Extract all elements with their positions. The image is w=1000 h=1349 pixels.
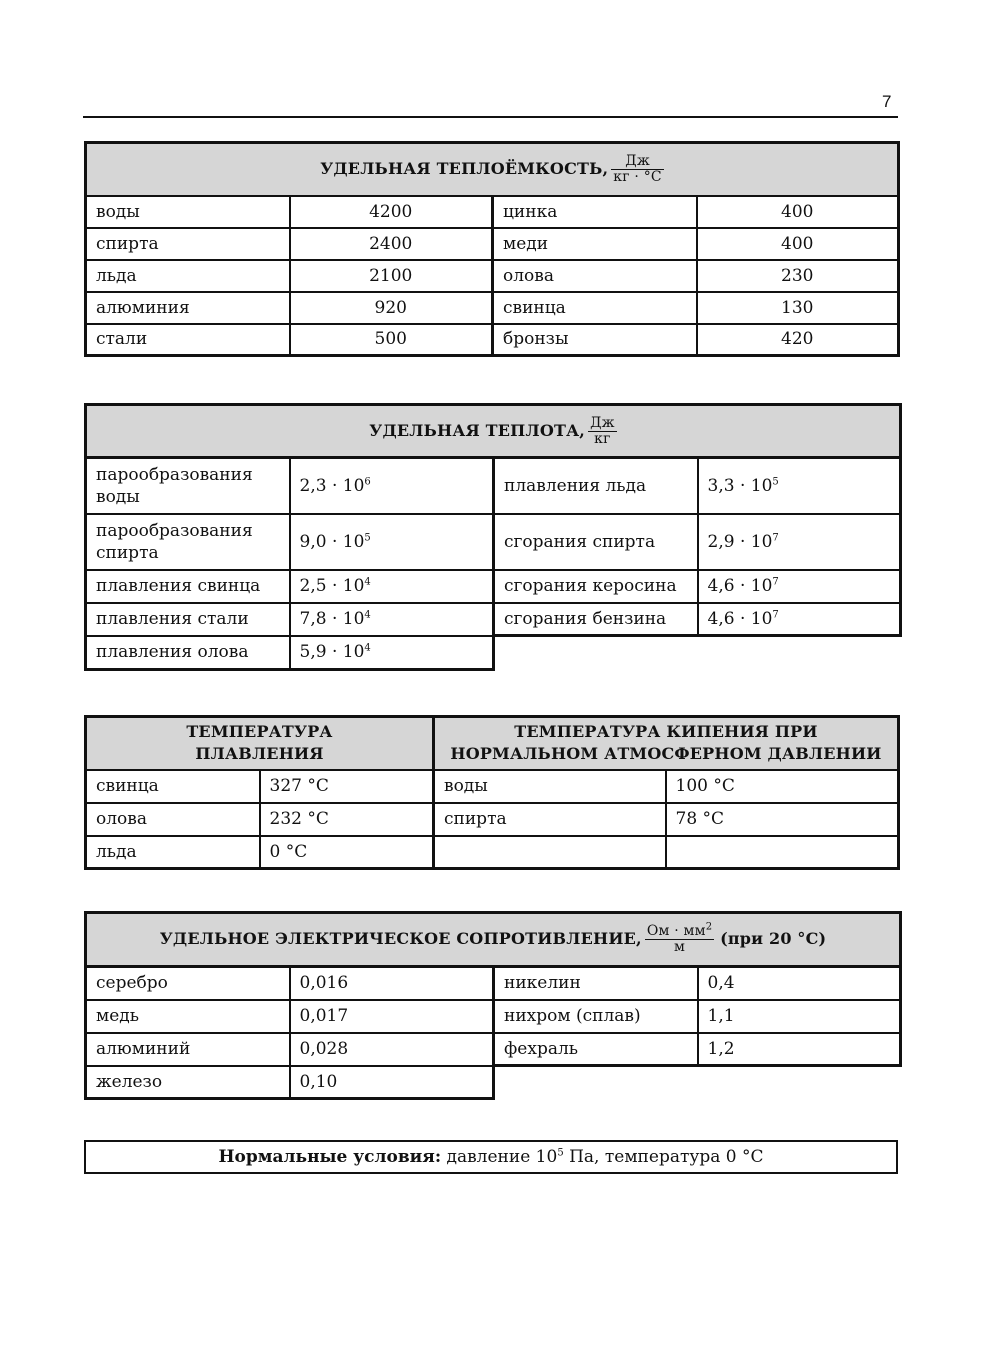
heat-capacity-table	[84, 141, 900, 357]
table-row: льда 2100 олова 230	[86, 260, 899, 292]
resistivity-title: УДЕЛЬНОЕ ЭЛЕКТРИЧЕСКОЕ СОПРОТИВЛЕНИЕ, $\frac{Ом \cdot мм^2}{м}$ (при 20 °С)	[86, 913, 901, 967]
table-row: олова 232 °С спирта 78 °С	[86, 803, 899, 836]
normal-conditions-label: Нормальные условия:	[218, 1147, 442, 1167]
table-row: воды 4200 цинка 400	[86, 196, 899, 228]
melting-temperature-title: ТЕМПЕРАТУРА ПЛАВЛЕНИЯ	[86, 717, 434, 770]
unit-fraction: $\frac{Ом \cdot мм^2}{м}$	[646, 921, 713, 955]
resistivity-table	[84, 911, 902, 1100]
boiling-temperature-title: ТЕМПЕРАТУРА КИПЕНИЯ ПРИ НОРМАЛЬНОМ АТМОСФЕРНОМ ДАВЛЕНИИ	[434, 717, 899, 770]
table-row: парообразования спирта $9,0 \cdot 10^5$ сгорания спирта $2,9 \cdot 10^7$	[86, 514, 901, 570]
header-rule	[83, 116, 898, 118]
heat-capacity-title: УДЕЛЬНАЯ ТЕПЛОЁМКОСТЬ, $\frac{Дж}{кг \cdot ^\circ С}$	[86, 143, 899, 196]
unit-fraction: $\frac{Дж}{кг \cdot ^\circ С}$	[613, 152, 662, 185]
specific-heat-title: УДЕЛЬНАЯ ТЕПЛОТА, $\frac{Дж}{кг}$	[86, 405, 901, 458]
table-row: серебро 0,016 никелин 0,4	[86, 967, 901, 1000]
table-row: железо 0,10	[86, 1066, 901, 1099]
table-row: стали 500 бронзы 420	[86, 324, 899, 356]
table-row: плавления стали $7,8 \cdot 10^4$ сгорания бензина $4,6 \cdot 10^7$	[86, 603, 901, 636]
table-row: алюминия 920 свинца 130	[86, 292, 899, 324]
specific-heat-table	[84, 403, 902, 671]
temperatures-table	[84, 715, 900, 870]
table-row: медь 0,017 нихром (сплав) 1,1	[86, 1000, 901, 1033]
table-row: плавления олова $5,9 \cdot 10^4$	[86, 636, 901, 670]
table-row: алюминий 0,028 фехраль 1,2	[86, 1033, 901, 1066]
table-row: плавления свинца $2,5 \cdot 10^4$ сгорания керосина $4,6 \cdot 10^7$	[86, 570, 901, 603]
normal-conditions-note: Нормальные условия: давление $10^5$ Па, температура 0 °С	[84, 1140, 898, 1174]
unit-fraction: $\frac{Дж}{кг}$	[590, 414, 615, 447]
table-row: парообразования воды $2,3 \cdot 10^6$ плавления льда $3,3 \cdot 10^5$	[86, 458, 901, 514]
page-number: 7	[882, 92, 892, 111]
table-row: свинца 327 °С воды 100 °С	[86, 770, 899, 803]
table-row: спирта 2400 меди 400	[86, 228, 899, 260]
table-row: льда 0 °С	[86, 836, 899, 869]
